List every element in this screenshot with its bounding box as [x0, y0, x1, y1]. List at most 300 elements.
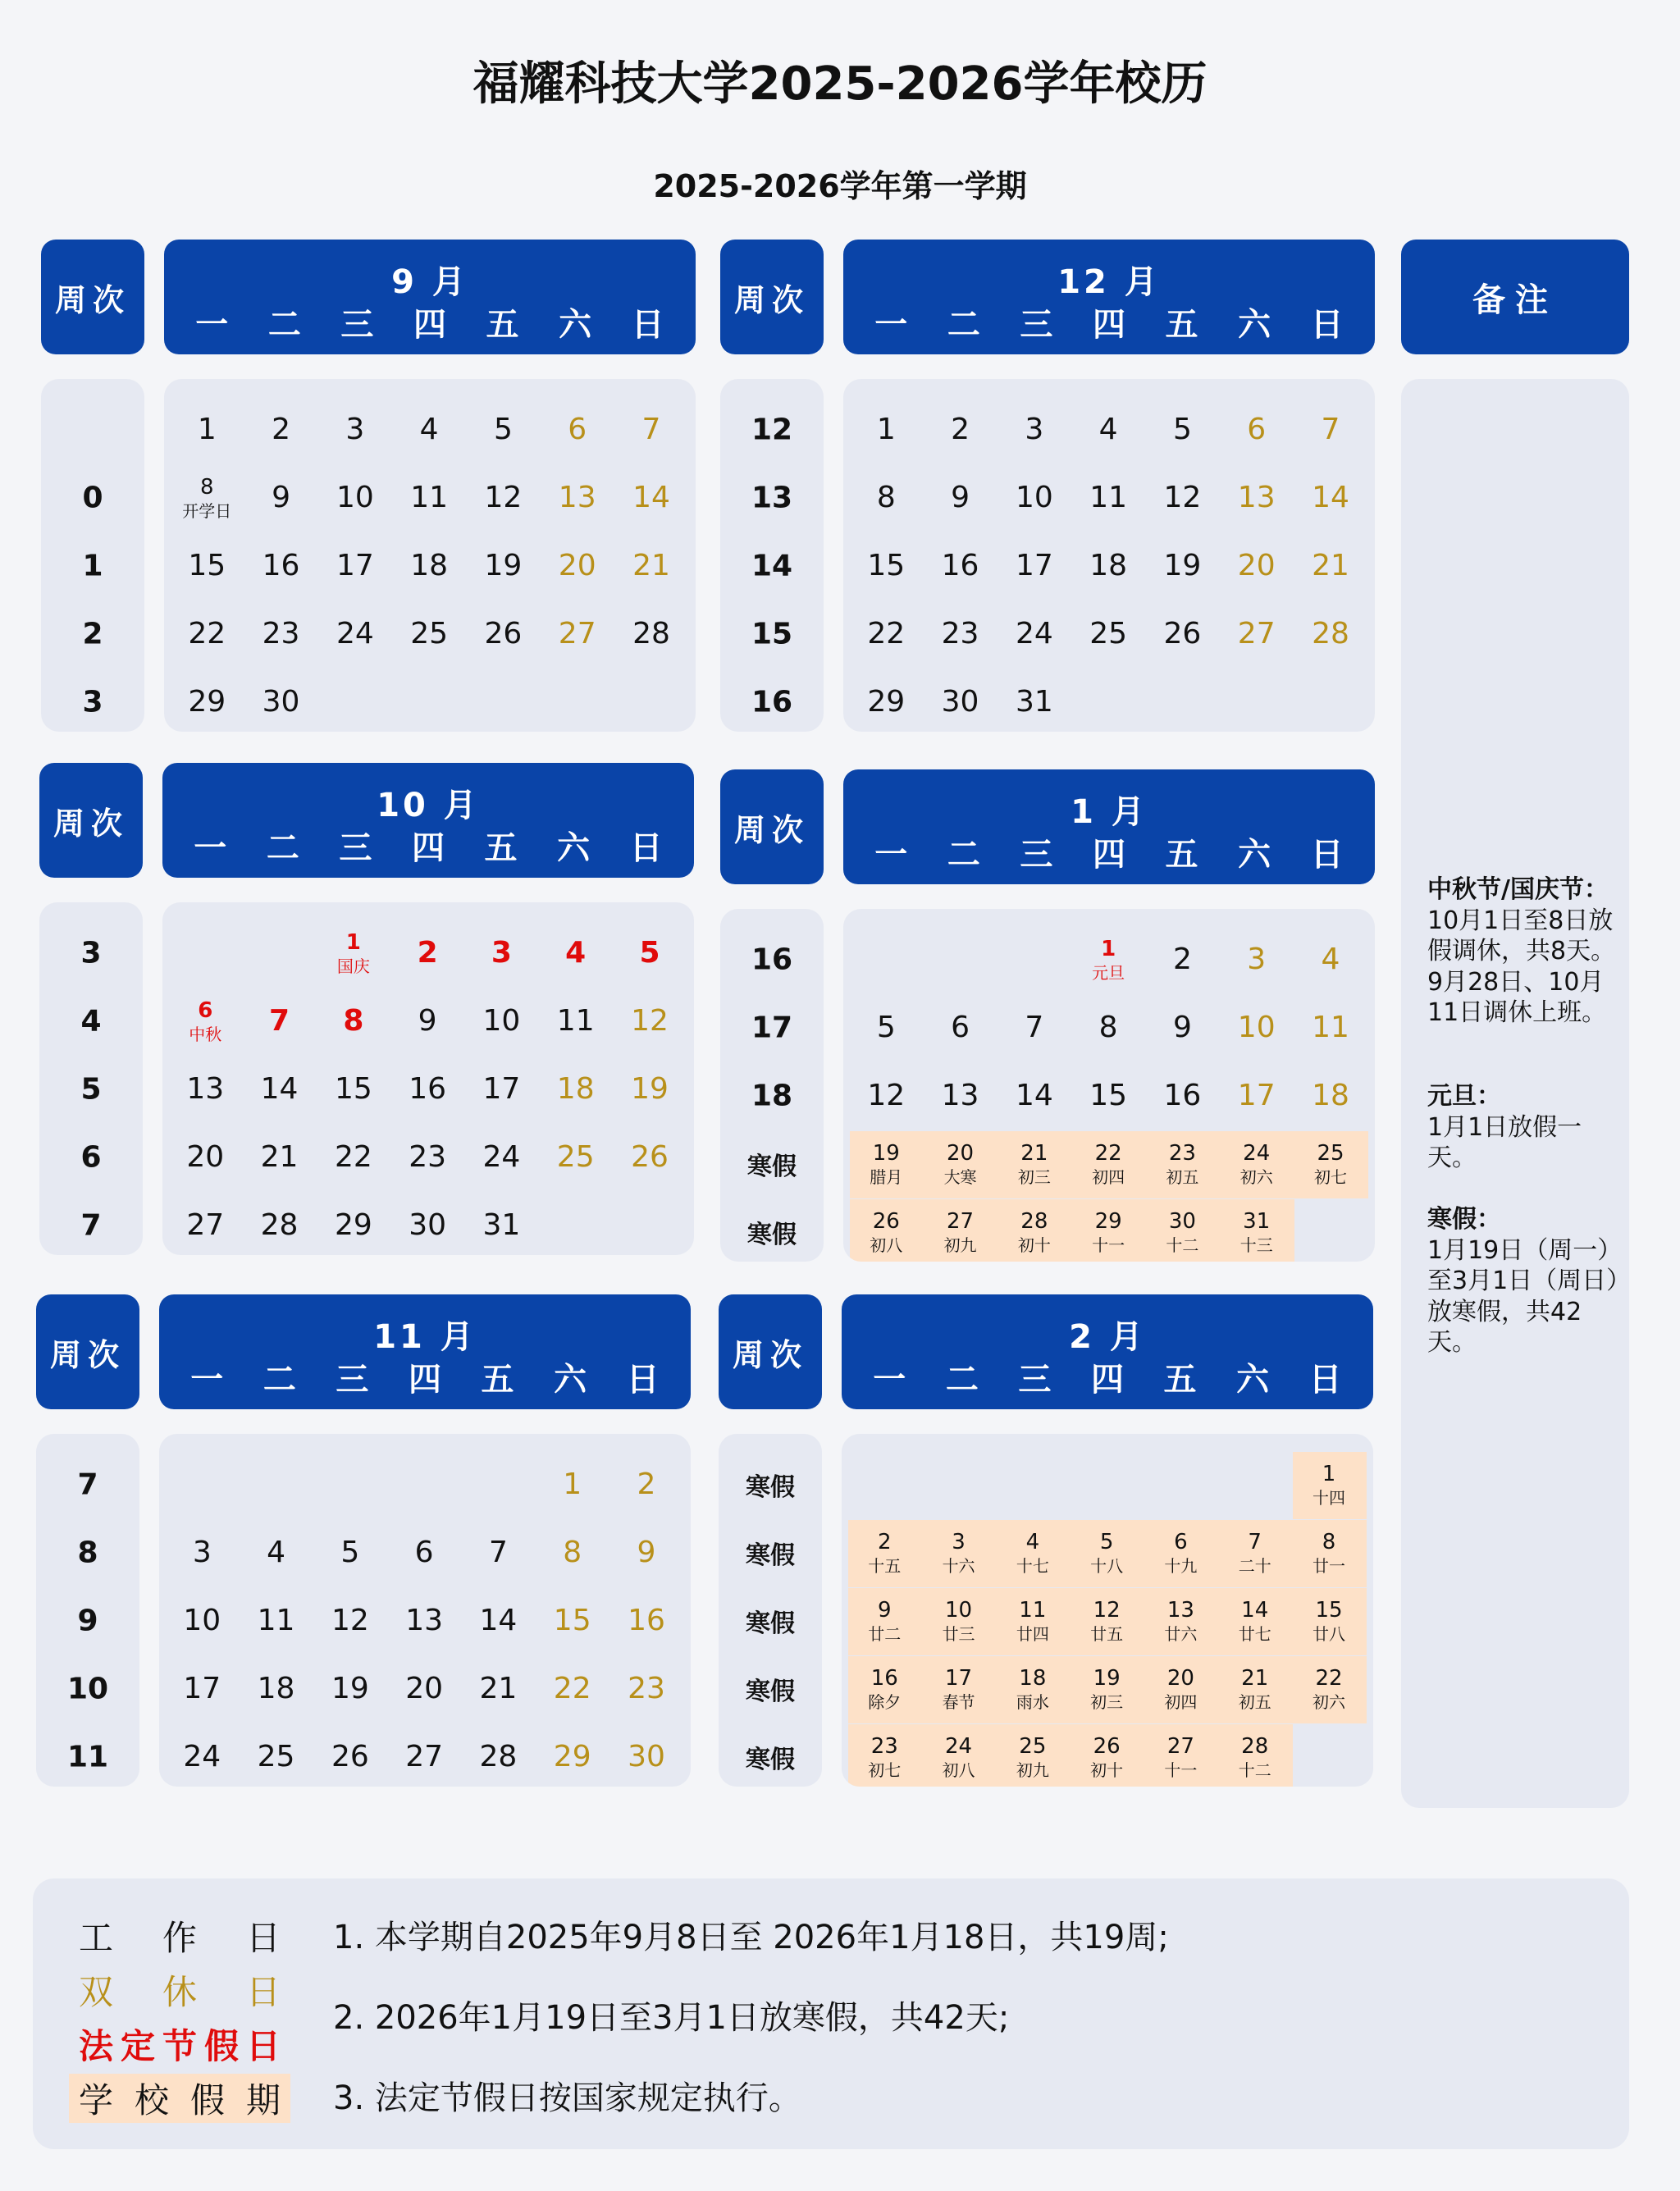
day-number: 1 [197, 413, 217, 446]
day-number: 9 [418, 1004, 437, 1038]
day-number: 5 [1099, 1530, 1114, 1554]
calendar-day [610, 1538, 683, 1568]
day-number: 9 [878, 1598, 892, 1623]
day-number: 2 [951, 413, 970, 446]
weekday-label: 四 [1092, 836, 1125, 874]
day-number: 19 [631, 1072, 669, 1106]
week-number: 3 [80, 936, 102, 970]
calendar-day [848, 1668, 921, 1710]
day-number: 16 [941, 549, 979, 582]
calendar-day [1144, 1668, 1217, 1710]
calendar-day [922, 1668, 995, 1710]
remark-line: 假调休，共8天。 [1427, 937, 1616, 965]
day-note: 初五 [1166, 1167, 1199, 1187]
legend-char: 假 [203, 2026, 239, 2066]
day-number: 9 [1172, 1011, 1192, 1044]
calendar-day [1294, 551, 1367, 581]
calendar-day [1294, 1081, 1367, 1111]
day-number: 27 [1237, 617, 1276, 650]
day-number: 13 [558, 481, 596, 514]
week-number: 11 [66, 1740, 109, 1774]
calendar-day [1146, 483, 1219, 513]
calendar-day [924, 483, 997, 513]
month-header [164, 240, 696, 354]
day-number: 6 [1247, 413, 1267, 446]
day-number: 4 [419, 413, 439, 446]
calendar-day [240, 1742, 313, 1772]
legend-char: 假 [189, 2080, 225, 2120]
calendar-day [848, 1600, 921, 1642]
weekday-label: 一 [874, 306, 908, 344]
calendar-day [1072, 1143, 1145, 1185]
weekday-label: 三 [339, 829, 372, 867]
calendar-day [850, 483, 923, 513]
calendar-day [850, 687, 923, 717]
calendar-day [388, 1538, 461, 1568]
day-number: 10 [945, 1598, 973, 1623]
calendar-day [1293, 1668, 1366, 1710]
calendar-day [610, 1674, 683, 1704]
calendar-day [536, 1674, 609, 1704]
calendar-day [171, 551, 244, 581]
calendar-day [465, 938, 538, 968]
remark-line: 1月1日放假一天。 [1427, 1112, 1582, 1172]
day-number: 6 [198, 998, 213, 1023]
day-number: 16 [870, 1666, 898, 1691]
month-header [162, 763, 694, 878]
calendar-day [169, 1072, 242, 1106]
day-number: 14 [1312, 481, 1349, 514]
day-number: 25 [1019, 1734, 1047, 1759]
calendar-day [1220, 619, 1293, 649]
day-number: 31 [1243, 1209, 1271, 1234]
calendar-day [536, 1538, 609, 1568]
day-number: 12 [331, 1604, 369, 1637]
day-number: 28 [479, 1740, 518, 1773]
calendar-day [171, 687, 244, 717]
week-number: 18 [751, 1079, 793, 1113]
calendar-day [610, 1742, 683, 1772]
day-number: 2 [417, 936, 438, 970]
weekday-label: 日 [1310, 836, 1344, 874]
calendar-day [1294, 945, 1367, 975]
calendar-day [1294, 1143, 1367, 1185]
month-block [39, 763, 728, 1255]
calendar-day [998, 687, 1071, 717]
calendar-day [924, 551, 997, 581]
weekday-label: 五 [1165, 306, 1198, 344]
calendar-day [240, 1606, 313, 1636]
day-number: 4 [267, 1536, 286, 1569]
day-number: 28 [1020, 1209, 1048, 1234]
calendar-day [467, 415, 540, 445]
week-number: 寒假 [746, 1473, 795, 1502]
calendar-day [1072, 1013, 1145, 1043]
calendar-day [1220, 551, 1293, 581]
day-number: 31 [1015, 685, 1053, 719]
day-note: 中秋 [189, 1025, 222, 1044]
week-number: 寒假 [747, 1153, 797, 1181]
remark-line: 9月28日、10月 [1427, 967, 1605, 997]
day-number: 8 [563, 1536, 582, 1569]
weekday-label: 四 [411, 829, 445, 867]
calendar-day [319, 483, 392, 513]
calendar-day [998, 551, 1071, 581]
weekday-label: 三 [1018, 1361, 1052, 1399]
remark-note [1427, 1204, 1632, 1358]
day-note: 初四 [1092, 1167, 1125, 1187]
week-column-header: 周次 [41, 240, 144, 354]
calendar-day [465, 1072, 538, 1106]
calendar-day [1146, 415, 1219, 445]
day-number: 17 [183, 1672, 221, 1705]
calendar-day [467, 551, 540, 581]
day-number: 4 [565, 936, 587, 970]
calendar-day [1293, 1600, 1366, 1642]
calendar-day [1072, 619, 1145, 649]
calendar-day [1218, 1531, 1291, 1574]
calendar-day [998, 619, 1071, 649]
day-note: 十一 [1092, 1235, 1125, 1255]
week-number: 5 [80, 1072, 102, 1107]
weekday-label: 二 [267, 306, 301, 344]
calendar-day [166, 1538, 239, 1568]
day-number: 8 [343, 1004, 364, 1038]
calendar-day [1294, 483, 1367, 513]
day-number: 20 [405, 1672, 444, 1705]
legend-char: 日 [245, 1918, 281, 1958]
calendar-day [467, 619, 540, 649]
weekday-label: 二 [266, 829, 299, 867]
day-number: 16 [1163, 1079, 1202, 1112]
legend-item-we [69, 1965, 290, 2015]
calendar-day [240, 1674, 313, 1704]
calendar-day [850, 415, 923, 445]
day-note: 初十 [1017, 1235, 1051, 1255]
day-number: 1 [563, 1468, 582, 1501]
day-note: 十七 [1016, 1556, 1049, 1576]
calendar-day [1071, 1600, 1144, 1642]
day-number: 9 [272, 481, 291, 514]
day-number: 1 [1101, 937, 1116, 961]
day-number: 23 [628, 1672, 665, 1705]
calendar-day [615, 415, 688, 445]
calendar-day [462, 1606, 535, 1636]
week-number-column [719, 1434, 822, 1787]
days-grid [842, 1434, 1373, 1787]
day-number: 25 [257, 1740, 295, 1773]
day-number: 26 [631, 1140, 669, 1174]
month-block [720, 240, 1409, 732]
day-note: 春节 [942, 1692, 975, 1712]
calendar-day [1071, 1531, 1144, 1574]
calendar-day [1071, 1668, 1144, 1710]
day-number: 15 [553, 1604, 591, 1637]
weekday-label: 二 [262, 1361, 296, 1399]
calendar-day [850, 1211, 923, 1253]
calendar-day [166, 1742, 239, 1772]
day-number: 20 [1166, 1666, 1194, 1691]
day-note: 初十 [1090, 1760, 1124, 1780]
day-note: 廿一 [1312, 1556, 1345, 1576]
day-number: 12 [484, 481, 523, 514]
weekday-label: 三 [340, 306, 374, 344]
remark-title: 寒假： [1427, 1205, 1501, 1234]
legend-char: 定 [120, 2026, 155, 2066]
day-number: 10 [336, 481, 374, 514]
day-number: 29 [188, 685, 226, 719]
calendar-day [391, 1140, 464, 1174]
day-number: 2 [878, 1530, 892, 1554]
day-number: 20 [947, 1141, 975, 1166]
calendar-day [1146, 619, 1219, 649]
calendar-day [393, 415, 466, 445]
semester-rule: 1. 本学期自2025年9月8日至 2026年1月18日，共19周; [333, 1919, 1169, 1956]
day-number: 6 [414, 1536, 434, 1569]
calendar-day [924, 619, 997, 649]
month-header [842, 1294, 1373, 1409]
day-number: 19 [1093, 1666, 1121, 1691]
calendar-day [541, 619, 614, 649]
calendar-day [615, 483, 688, 513]
remark-line: 1月19日（周一） [1427, 1235, 1623, 1265]
calendar-day [1146, 1211, 1219, 1253]
calendar-day [317, 1072, 390, 1106]
weekday-label: 一 [873, 1361, 906, 1399]
calendar-day [1146, 1143, 1219, 1185]
week-number: 寒假 [747, 1221, 797, 1249]
month-header [843, 240, 1375, 354]
week-column-header: 周次 [36, 1294, 139, 1409]
day-note: 初三 [1017, 1167, 1051, 1187]
month-header [159, 1294, 691, 1409]
week-number: 10 [66, 1672, 109, 1706]
day-note: 廿五 [1090, 1624, 1124, 1644]
day-number: 1 [1322, 1462, 1336, 1486]
calendar-day [539, 1140, 612, 1174]
day-number: 7 [1321, 413, 1340, 446]
day-note: 廿八 [1312, 1624, 1345, 1644]
day-note: 十四 [1312, 1488, 1345, 1508]
calendar-day [848, 1531, 921, 1574]
calendar-day [614, 1072, 687, 1106]
calendar-day [614, 1006, 687, 1036]
day-number: 19 [1163, 549, 1202, 582]
calendar-day [850, 551, 923, 581]
weekday-label: 六 [1236, 1361, 1270, 1399]
calendar-day [998, 483, 1071, 513]
day-number: 12 [867, 1079, 906, 1112]
day-number: 14 [1015, 1079, 1053, 1112]
day-note: 廿七 [1238, 1624, 1271, 1644]
day-number: 3 [345, 413, 365, 446]
day-number: 20 [558, 549, 596, 582]
days-grid [162, 902, 694, 1255]
calendar-day [997, 1600, 1070, 1642]
day-number: 15 [867, 549, 906, 582]
weekday-label: 五 [1165, 836, 1198, 874]
calendar-day [169, 1000, 242, 1043]
legend-char: 节 [162, 2026, 197, 2066]
day-number: 19 [484, 549, 523, 582]
legend-char: 作 [162, 1918, 197, 1958]
day-number: 17 [1015, 549, 1053, 582]
day-number: 22 [188, 617, 226, 650]
day-number: 26 [872, 1209, 900, 1234]
weekday-label: 三 [1020, 306, 1053, 344]
day-number: 26 [484, 617, 523, 650]
legend-char: 日 [245, 1972, 281, 2012]
calendar-day [1144, 1600, 1217, 1642]
month-name: 2 月 [1069, 1318, 1146, 1356]
calendar-day [1218, 1668, 1291, 1710]
week-number: 4 [80, 1004, 102, 1038]
calendar-day [393, 483, 466, 513]
day-number: 22 [1094, 1141, 1122, 1166]
day-number: 23 [1168, 1141, 1196, 1166]
calendar-day [924, 1013, 997, 1043]
calendar-day [319, 619, 392, 649]
day-number: 27 [1166, 1734, 1194, 1759]
day-number: 8 [200, 475, 214, 500]
calendar-day [244, 415, 317, 445]
weekday-label: 日 [629, 829, 663, 867]
day-number: 28 [632, 617, 670, 650]
day-number: 5 [1172, 413, 1192, 446]
calendar-day [848, 1736, 921, 1778]
weekday-label: 六 [554, 1361, 587, 1399]
day-number: 21 [260, 1140, 299, 1174]
day-note: 雨水 [1016, 1692, 1049, 1712]
weekday-label: 五 [484, 829, 518, 867]
day-number: 5 [639, 936, 660, 970]
day-note: 初六 [1239, 1167, 1273, 1187]
day-note: 十三 [1239, 1235, 1273, 1255]
days-grid [164, 379, 696, 732]
day-number: 14 [632, 481, 670, 514]
day-number: 11 [1089, 481, 1128, 514]
day-number: 3 [192, 1536, 212, 1569]
calendar-day [536, 1470, 609, 1499]
calendar-day [924, 1143, 997, 1185]
calendar-day [541, 483, 614, 513]
week-number: 1 [82, 549, 103, 583]
day-note: 初八 [942, 1760, 975, 1780]
legend-char: 日 [245, 2026, 281, 2066]
day-note: 十五 [868, 1556, 902, 1576]
day-number: 20 [186, 1140, 225, 1174]
day-number: 27 [947, 1209, 975, 1234]
calendar-day [1072, 415, 1145, 445]
calendar-day [998, 1211, 1071, 1253]
day-note: 十二 [1166, 1235, 1199, 1255]
day-number: 2 [637, 1468, 656, 1501]
calendar-day [243, 1208, 316, 1242]
day-note: 十二 [1238, 1760, 1271, 1780]
weekday-label: 四 [408, 1361, 441, 1399]
week-number: 12 [751, 413, 793, 447]
calendar-day [1146, 551, 1219, 581]
day-note: 初九 [1016, 1760, 1049, 1780]
calendar-day [166, 1674, 239, 1704]
day-number: 30 [1168, 1209, 1196, 1234]
day-note: 十六 [942, 1556, 975, 1576]
day-note: 二十 [1238, 1556, 1271, 1576]
calendar-day [1144, 1736, 1217, 1778]
day-number: 19 [331, 1672, 369, 1705]
day-number: 16 [628, 1604, 665, 1637]
calendar-day [1220, 415, 1293, 445]
calendar-day [244, 687, 317, 717]
day-number: 7 [269, 1004, 290, 1038]
month-block [36, 1294, 725, 1787]
day-number: 8 [1322, 1530, 1336, 1554]
week-number: 15 [751, 617, 793, 651]
calendar-day [388, 1742, 461, 1772]
weekday-row [171, 1353, 679, 1400]
day-number: 16 [409, 1072, 447, 1106]
month-block [719, 1294, 1408, 1787]
day-number: 12 [1163, 481, 1202, 514]
calendar-day [536, 1606, 609, 1636]
week-number-column [36, 1434, 139, 1787]
week-column-header: 周次 [720, 240, 824, 354]
day-number: 13 [405, 1604, 444, 1637]
remark-line: 至3月1日（周日） [1427, 1267, 1632, 1295]
calendar-day [393, 619, 466, 649]
semester-rule: 2. 2026年1月19日至3月1日放寒假，共42天; [333, 1999, 1010, 2037]
calendar-day [539, 1072, 612, 1106]
weekday-label: 日 [1310, 306, 1344, 344]
day-number: 25 [556, 1140, 595, 1174]
weekday-label: 日 [631, 306, 664, 344]
calendar-day [317, 932, 390, 975]
calendar-day [391, 1072, 464, 1106]
calendar-day [388, 1674, 461, 1704]
legend-panel [33, 1878, 1629, 2149]
calendar-day [998, 1013, 1071, 1043]
day-number: 11 [556, 1004, 595, 1038]
week-number: 16 [751, 943, 793, 977]
calendar-day [465, 1006, 538, 1036]
weekday-label: 六 [1238, 306, 1271, 344]
calendar-day [1072, 1211, 1145, 1253]
week-number: 8 [77, 1536, 98, 1570]
day-number: 6 [568, 413, 587, 446]
day-number: 21 [1241, 1666, 1269, 1691]
day-number: 10 [1237, 1011, 1276, 1044]
remark-header: 备注 [1401, 240, 1629, 354]
week-number: 寒假 [746, 1609, 795, 1638]
week-number: 0 [82, 481, 103, 515]
day-number: 15 [1315, 1598, 1343, 1623]
calendar-day [1144, 1531, 1217, 1574]
calendar-day [924, 1081, 997, 1111]
day-number: 24 [945, 1734, 973, 1759]
day-number: 29 [553, 1740, 591, 1773]
month-name: 1 月 [1071, 793, 1148, 831]
calendar-day [539, 938, 612, 968]
day-number: 27 [405, 1740, 444, 1773]
week-number-column [720, 909, 824, 1262]
day-number: 23 [409, 1140, 447, 1174]
calendar-day [536, 1742, 609, 1772]
calendar-day [922, 1600, 995, 1642]
legend-item-vac [69, 2074, 290, 2123]
week-number-column [39, 902, 143, 1255]
day-number: 2 [1172, 943, 1192, 976]
month-block [41, 240, 730, 732]
